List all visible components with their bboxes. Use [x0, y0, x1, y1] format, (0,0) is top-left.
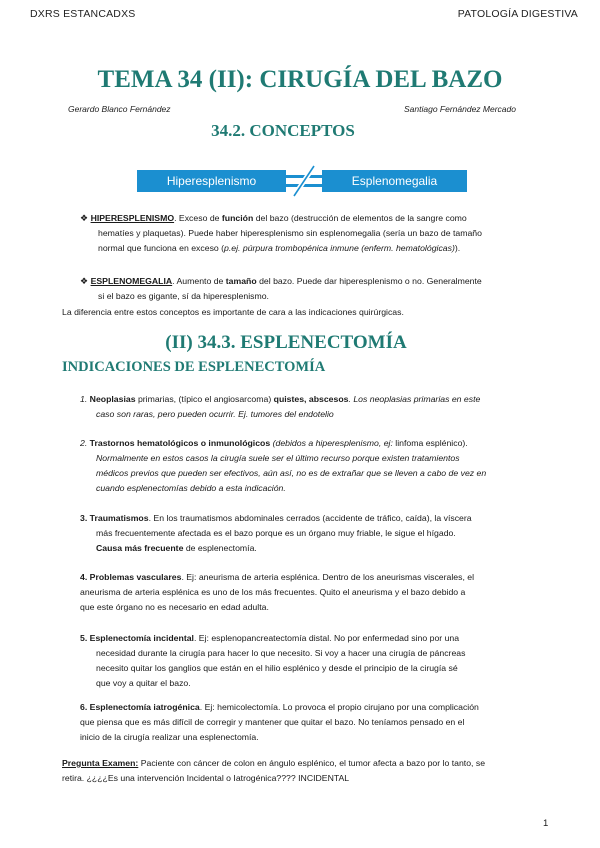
header-left: DXRS ESTANCADXS [30, 8, 136, 20]
text: linfoma esplénico [395, 438, 463, 448]
hiperesplenismo-label: Hiperesplenismo [166, 174, 257, 188]
difference-note: La diferencia entre estos conceptos es importante de cara a las indicaciones quirúrgicas. [62, 307, 404, 317]
text: médicos previos que pueden ser efectivos, aún así, no es de extrañar que se lleven a cabo de vez en [96, 468, 487, 478]
text: retira. ¿¿¿¿Es una intervención Incidental o Iatrogénica???? INCIDENTAL [62, 773, 350, 783]
subsection-indicaciones: INDICACIONES DE ESPLENECTOMÍA [62, 359, 326, 375]
text: Traumatismos [89, 513, 149, 523]
section-esplenectomia: (II) 34.3. ESPLENECTOMÍA [165, 332, 407, 353]
text: . En los traumatismos abdominales cerrados (accidente de tráfico, caída), la víscera [148, 513, 472, 523]
section-conceptos: 34.2. CONCEPTOS [211, 121, 355, 140]
hiperesplenismo-box [137, 170, 286, 192]
text: Trastornos hematológicos o inmunológicos [89, 438, 271, 448]
exam-question [62, 756, 554, 786]
term: HIPERESPLENISMO [90, 213, 175, 223]
text: cuando esplenectomías debido a esta indicación. [96, 483, 286, 493]
text: . Exceso de [174, 213, 222, 223]
text: del bazo. Puede dar hiperesplenismo o no. Generalmente [256, 276, 482, 286]
item-number: 3. [80, 513, 88, 523]
text: que este órgano no es necesario en edad adulta. [80, 602, 269, 612]
text: quistes, abscesos [273, 394, 349, 404]
text: primarias, (típico el angiosarcoma) [135, 394, 274, 404]
text: . Ej: esplenopancreatectomía distal. No por enfermedad sino por una [193, 633, 460, 643]
text: normal que funciona en exceso ( [98, 243, 225, 253]
item-number: 2. [80, 438, 88, 448]
text: Neoplasias [89, 394, 136, 404]
text: . Los neoplasias primarias en este [348, 394, 481, 404]
text: . Ej: aneurisma de arteria esplénica. Dentro de los aneurismas viscerales, el [181, 572, 475, 582]
indication-1 [80, 392, 560, 422]
text: más frecuentemente afectada es el bazo porque es un órgano muy friable, le sigue el hígado. [96, 528, 456, 538]
text: necesito quitar los ganglios que están en el hilio esplénico y desde el principio de la cirugía sé [96, 663, 458, 673]
text: que voy a quitar el bazo. [96, 678, 191, 688]
indication-6 [80, 700, 560, 745]
text: del bazo (destrucción de elementos de la sangre como [253, 213, 467, 223]
text: . Ej: hemicolectomía. Lo provoca el propio cirujano por una complicación [199, 702, 479, 712]
header-right: PATOLOGÍA DIGESTIVA [457, 8, 578, 20]
item-number: 4. [80, 572, 88, 582]
text: Normalmente en estos casos la cirugía suele ser el último recurso porque existen tratamientos [96, 453, 460, 463]
indication-5 [80, 631, 550, 691]
item-number: 1. [80, 394, 88, 404]
indication-2 [80, 436, 560, 496]
term: ESPLENOMEGALIA [90, 276, 173, 286]
text: p.ej. púrpura trombopénica inmune (enferm. hematológicas) [224, 243, 455, 253]
text: Causa más frecuente [96, 543, 184, 553]
indication-4 [80, 570, 550, 615]
author-left: Gerardo Blanco Fernández [68, 104, 171, 114]
item-number: 6. [80, 702, 88, 712]
text: ). [462, 438, 468, 448]
text: función [221, 213, 254, 223]
text: caso son raras, pero pueden ocurrir. Ej. tumores del endotelio [96, 409, 334, 419]
text: que piensa que es más difícil de corregir y mantener que quitar el bazo. No teníamos pensado en el [80, 717, 465, 727]
text: si el bazo es gigante, sí da hiperesplenismo. [98, 291, 269, 301]
item-number: 5. [80, 633, 88, 643]
text: ). [454, 243, 461, 253]
text: hematíes y plaquetas). Puede haber hiperesplenismo sin esplenomegalia (sería un bazo de tamaño [98, 228, 482, 238]
not-equal-icon [286, 164, 322, 198]
page-number: 1 [543, 818, 549, 829]
text: aneurisma de arteria esplénica es uno de los más frecuentes. Quito el aneurisma y el bazo debido a [80, 587, 466, 597]
text: Esplenectomía incidental [89, 633, 194, 643]
text: (debidos a hiperesplenismo, ej: [270, 438, 396, 448]
bullet-hiperesplenismo [80, 211, 560, 256]
diamond-bullet-icon: ❖ [80, 213, 91, 223]
text: necesidad durante la cirugía para hacer lo que necesito. Si voy a hacer una cirugía de páncreas [96, 648, 466, 658]
text: de esplenectomía. [183, 543, 257, 553]
text: inicio de la cirugía realizar una esplenectomía. [80, 732, 259, 742]
author-right: Santiago Fernández Mercado [404, 104, 516, 114]
esplenomegalia-label: Esplenomegalia [351, 174, 438, 188]
text: Problemas vasculares [89, 572, 182, 582]
text: Paciente con cáncer de colon en ángulo esplénico, el tumor afecta a bazo por lo tanto, se [138, 758, 486, 768]
text: Esplenectomía iatrogénica [89, 702, 200, 712]
text: tamaño [225, 276, 257, 286]
exam-label: Pregunta Examen: [62, 758, 139, 768]
page-title: TEMA 34 (II): CIRUGÍA DEL BAZO [97, 66, 503, 93]
diamond-bullet-icon: ❖ [80, 276, 91, 286]
indication-3 [80, 511, 546, 556]
esplenomegalia-box [322, 170, 467, 192]
text: . Aumento de [172, 276, 226, 286]
bullet-esplenomegalia [80, 274, 560, 304]
